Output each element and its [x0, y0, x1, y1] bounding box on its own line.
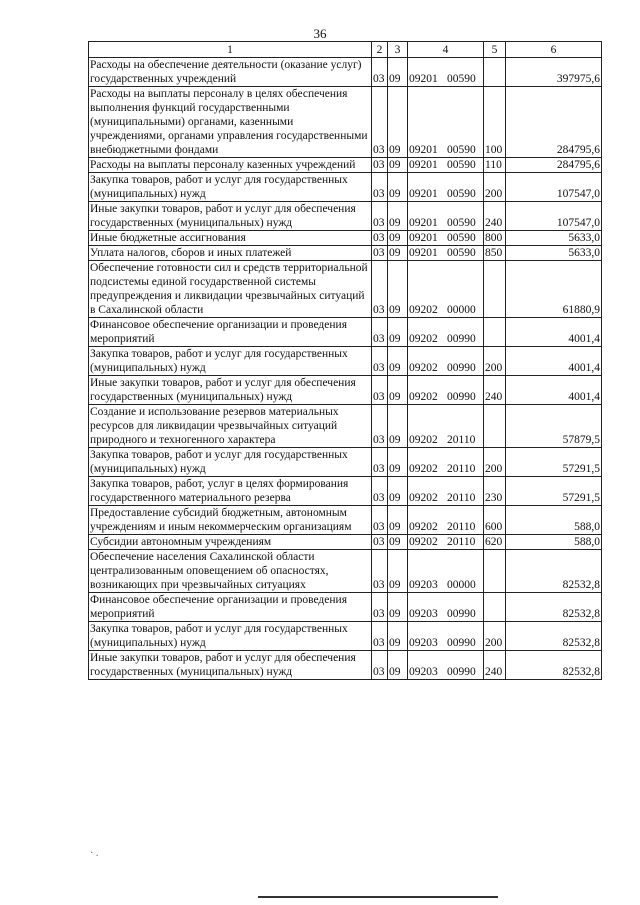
margin-mark: · . — [90, 848, 99, 859]
row-csr-program: 09203 — [409, 579, 438, 591]
table-row — [89, 535, 602, 550]
budget-table — [88, 41, 602, 680]
row-rz: 03 — [372, 318, 388, 347]
row-csr-program: 09202 — [409, 391, 438, 403]
row-csr — [408, 202, 484, 231]
row-csr-direction: 20110 — [447, 434, 476, 446]
row-name: Расходы на выплаты персоналу в целях обеспечения выполнения функций государственными (муниципальными) органами, казенными учреждениями, органами управления государственными внебюджетными фондами — [89, 87, 372, 158]
row-pr: 09 — [388, 158, 408, 173]
row-sum: 5633,0 — [506, 246, 602, 261]
row-name: Иные бюджетные ассигнования — [89, 231, 372, 246]
row-vr: 200 — [484, 448, 506, 477]
row-name: Финансовое обеспечение организации и проведения мероприятий — [89, 318, 372, 347]
row-pr: 09 — [388, 231, 408, 246]
row-name: Иные закупки товаров, работ и услуг для обеспечения государственных (муниципальных) нужд — [89, 202, 372, 231]
row-csr — [408, 376, 484, 405]
row-vr: 240 — [484, 202, 506, 231]
row-sum: 284795,6 — [506, 87, 602, 158]
row-name: Обеспечение готовности сил и средств территориальной подсистемы единой государственной системы предупреждения и ликвидации чрезвычайных ситуаций в Сахалинской области — [89, 261, 372, 318]
row-pr: 09 — [388, 477, 408, 506]
row-pr: 09 — [388, 651, 408, 680]
row-csr-direction: 00990 — [447, 608, 476, 620]
row-rz: 03 — [372, 535, 388, 550]
row-sum: 588,0 — [506, 506, 602, 535]
row-csr — [408, 477, 484, 506]
row-csr-program: 09203 — [409, 666, 438, 678]
table-row — [89, 622, 602, 651]
row-csr-direction: 00000 — [447, 579, 476, 591]
page-number: 36 — [313, 26, 327, 41]
row-csr-program: 09201 — [409, 232, 438, 244]
row-rz: 03 — [372, 202, 388, 231]
table-row — [89, 448, 602, 477]
row-rz: 03 — [372, 231, 388, 246]
row-rz: 03 — [372, 347, 388, 376]
row-sum: 4001,4 — [506, 347, 602, 376]
row-sum: 61880,9 — [506, 261, 602, 318]
row-pr: 09 — [388, 593, 408, 622]
row-csr-direction: 00590 — [447, 232, 476, 244]
row-pr: 09 — [388, 318, 408, 347]
header-cell-name: 1 — [89, 42, 372, 58]
row-sum: 57879,5 — [506, 405, 602, 448]
row-vr: 230 — [484, 477, 506, 506]
table-row — [89, 506, 602, 535]
row-csr-direction: 20110 — [447, 463, 476, 475]
row-rz: 03 — [372, 376, 388, 405]
row-rz: 03 — [372, 477, 388, 506]
row-rz: 03 — [372, 405, 388, 448]
row-csr-program: 09202 — [409, 536, 438, 548]
table-row — [89, 58, 602, 87]
row-vr — [484, 550, 506, 593]
row-rz: 03 — [372, 261, 388, 318]
row-rz: 03 — [372, 58, 388, 87]
row-vr — [484, 261, 506, 318]
table-row — [89, 231, 602, 246]
row-csr-direction: 00590 — [447, 247, 476, 259]
row-csr — [408, 58, 484, 87]
row-vr: 240 — [484, 376, 506, 405]
row-vr: 200 — [484, 173, 506, 202]
row-csr-program: 09202 — [409, 521, 438, 533]
row-csr-direction: 00590 — [447, 144, 476, 156]
row-csr — [408, 622, 484, 651]
row-csr — [408, 261, 484, 318]
row-csr — [408, 550, 484, 593]
table-row — [89, 593, 602, 622]
table-row — [89, 246, 602, 261]
row-vr — [484, 318, 506, 347]
row-pr: 09 — [388, 58, 408, 87]
row-csr — [408, 405, 484, 448]
row-name: Обеспечение населения Сахалинской области централизованным оповещением об опасностях, возникающих при чрезвычайных ситуациях — [89, 550, 372, 593]
row-csr-program: 09201 — [409, 159, 438, 171]
row-csr-direction: 20110 — [447, 492, 476, 504]
row-csr — [408, 246, 484, 261]
row-sum: 107547,0 — [506, 173, 602, 202]
row-csr-direction: 00990 — [447, 666, 476, 678]
table-row — [89, 158, 602, 173]
row-csr-direction: 00590 — [447, 159, 476, 171]
row-rz: 03 — [372, 651, 388, 680]
table-row — [89, 87, 602, 158]
row-rz: 03 — [372, 158, 388, 173]
row-rz: 03 — [372, 506, 388, 535]
row-csr-direction: 00990 — [447, 391, 476, 403]
row-pr: 09 — [388, 347, 408, 376]
table-row — [89, 651, 602, 680]
row-vr — [484, 593, 506, 622]
row-rz: 03 — [372, 246, 388, 261]
row-pr: 09 — [388, 202, 408, 231]
row-csr-program: 09201 — [409, 73, 438, 85]
row-vr: 600 — [484, 506, 506, 535]
row-name: Закупка товаров, работ и услуг для государственных (муниципальных) нужд — [89, 622, 372, 651]
row-name: Создание и использование резервов материальных ресурсов для ликвидации чрезвычайных ситуаций природного и техногенного характера — [89, 405, 372, 448]
row-sum: 82532,8 — [506, 651, 602, 680]
row-name: Закупка товаров, работ и услуг для государственных (муниципальных) нужд — [89, 347, 372, 376]
row-csr-program: 09202 — [409, 304, 438, 316]
row-sum: 57291,5 — [506, 448, 602, 477]
row-pr: 09 — [388, 246, 408, 261]
row-name: Закупка товаров, работ, услуг в целях формирования государственного материального резерва — [89, 477, 372, 506]
row-csr-direction: 00590 — [447, 217, 476, 229]
row-rz: 03 — [372, 593, 388, 622]
row-vr: 800 — [484, 231, 506, 246]
row-name: Предоставление субсидий бюджетным, автономным учреждениям и иным некоммерческим организациям — [89, 506, 372, 535]
row-csr — [408, 173, 484, 202]
row-pr: 09 — [388, 506, 408, 535]
row-pr: 09 — [388, 173, 408, 202]
row-csr-direction: 00590 — [447, 188, 476, 200]
row-vr: 200 — [484, 347, 506, 376]
row-csr-program: 09201 — [409, 247, 438, 259]
row-csr-program: 09202 — [409, 492, 438, 504]
row-pr: 09 — [388, 550, 408, 593]
row-csr-program: 09203 — [409, 637, 438, 649]
row-rz: 03 — [372, 87, 388, 158]
row-csr-program: 09201 — [409, 188, 438, 200]
row-vr: 110 — [484, 158, 506, 173]
table-row — [89, 202, 602, 231]
row-csr-program: 09202 — [409, 434, 438, 446]
row-name: Субсидии автономным учреждениям — [89, 535, 372, 550]
table-row — [89, 318, 602, 347]
row-pr: 09 — [388, 405, 408, 448]
row-sum: 82532,8 — [506, 593, 602, 622]
row-rz: 03 — [372, 448, 388, 477]
row-csr — [408, 231, 484, 246]
row-sum: 397975,6 — [506, 58, 602, 87]
row-rz: 03 — [372, 622, 388, 651]
row-csr — [408, 318, 484, 347]
header-cell-pr: 3 — [388, 42, 408, 58]
table-row — [89, 376, 602, 405]
row-csr — [408, 347, 484, 376]
row-sum: 107547,0 — [506, 202, 602, 231]
row-name: Расходы на обеспечение деятельности (оказание услуг) государственных учреждений — [89, 58, 372, 87]
row-csr-program: 09203 — [409, 608, 438, 620]
row-sum: 5633,0 — [506, 231, 602, 246]
header-cell-vr: 5 — [484, 42, 506, 58]
row-pr: 09 — [388, 376, 408, 405]
row-csr-direction: 00990 — [447, 637, 476, 649]
table-row — [89, 261, 602, 318]
footer-line — [258, 896, 498, 898]
row-rz: 03 — [372, 550, 388, 593]
table-row — [89, 405, 602, 448]
header-cell-rz: 2 — [372, 42, 388, 58]
header-cell-csr: 4 — [408, 42, 484, 58]
row-sum: 284795,6 — [506, 158, 602, 173]
row-vr: 620 — [484, 535, 506, 550]
row-sum: 4001,4 — [506, 376, 602, 405]
row-name: Расходы на выплаты персоналу казенных учреждений — [89, 158, 372, 173]
row-csr — [408, 535, 484, 550]
row-csr — [408, 593, 484, 622]
row-sum: 57291,5 — [506, 477, 602, 506]
row-csr — [408, 506, 484, 535]
table-row — [89, 173, 602, 202]
row-sum: 82532,8 — [506, 622, 602, 651]
row-sum: 82532,8 — [506, 550, 602, 593]
table-header-row — [89, 42, 602, 58]
row-vr: 200 — [484, 622, 506, 651]
header-cell-sum: 6 — [506, 42, 602, 58]
row-vr — [484, 58, 506, 87]
row-name: Уплата налогов, сборов и иных платежей — [89, 246, 372, 261]
row-csr-direction: 20110 — [447, 536, 476, 548]
row-sum: 4001,4 — [506, 318, 602, 347]
row-vr — [484, 405, 506, 448]
row-name: Иные закупки товаров, работ и услуг для обеспечения государственных (муниципальных) нужд — [89, 376, 372, 405]
row-name: Закупка товаров, работ и услуг для государственных (муниципальных) нужд — [89, 173, 372, 202]
row-name: Закупка товаров, работ и услуг для государственных (муниципальных) нужд — [89, 448, 372, 477]
table-row — [89, 477, 602, 506]
row-sum: 588,0 — [506, 535, 602, 550]
row-csr-program: 09202 — [409, 362, 438, 374]
row-csr — [408, 87, 484, 158]
row-pr: 09 — [388, 448, 408, 477]
row-csr-direction: 00000 — [447, 304, 476, 316]
row-csr-program: 09202 — [409, 333, 438, 345]
row-csr — [408, 651, 484, 680]
row-name: Иные закупки товаров, работ и услуг для обеспечения государственных (муниципальных) нужд — [89, 651, 372, 680]
row-vr: 240 — [484, 651, 506, 680]
row-pr: 09 — [388, 261, 408, 318]
row-vr: 100 — [484, 87, 506, 158]
table-row — [89, 550, 602, 593]
row-csr-direction: 00990 — [447, 362, 476, 374]
row-csr — [408, 158, 484, 173]
table-row — [89, 347, 602, 376]
row-csr — [408, 448, 484, 477]
row-rz: 03 — [372, 173, 388, 202]
row-csr-program: 09202 — [409, 463, 438, 475]
row-csr-program: 09201 — [409, 144, 438, 156]
row-csr-direction: 00590 — [447, 73, 476, 85]
row-csr-direction: 00990 — [447, 333, 476, 345]
row-name: Финансовое обеспечение организации и проведения мероприятий — [89, 593, 372, 622]
row-csr-program: 09201 — [409, 217, 438, 229]
row-pr: 09 — [388, 87, 408, 158]
row-csr-direction: 20110 — [447, 521, 476, 533]
row-pr: 09 — [388, 622, 408, 651]
row-pr: 09 — [388, 535, 408, 550]
row-vr: 850 — [484, 246, 506, 261]
